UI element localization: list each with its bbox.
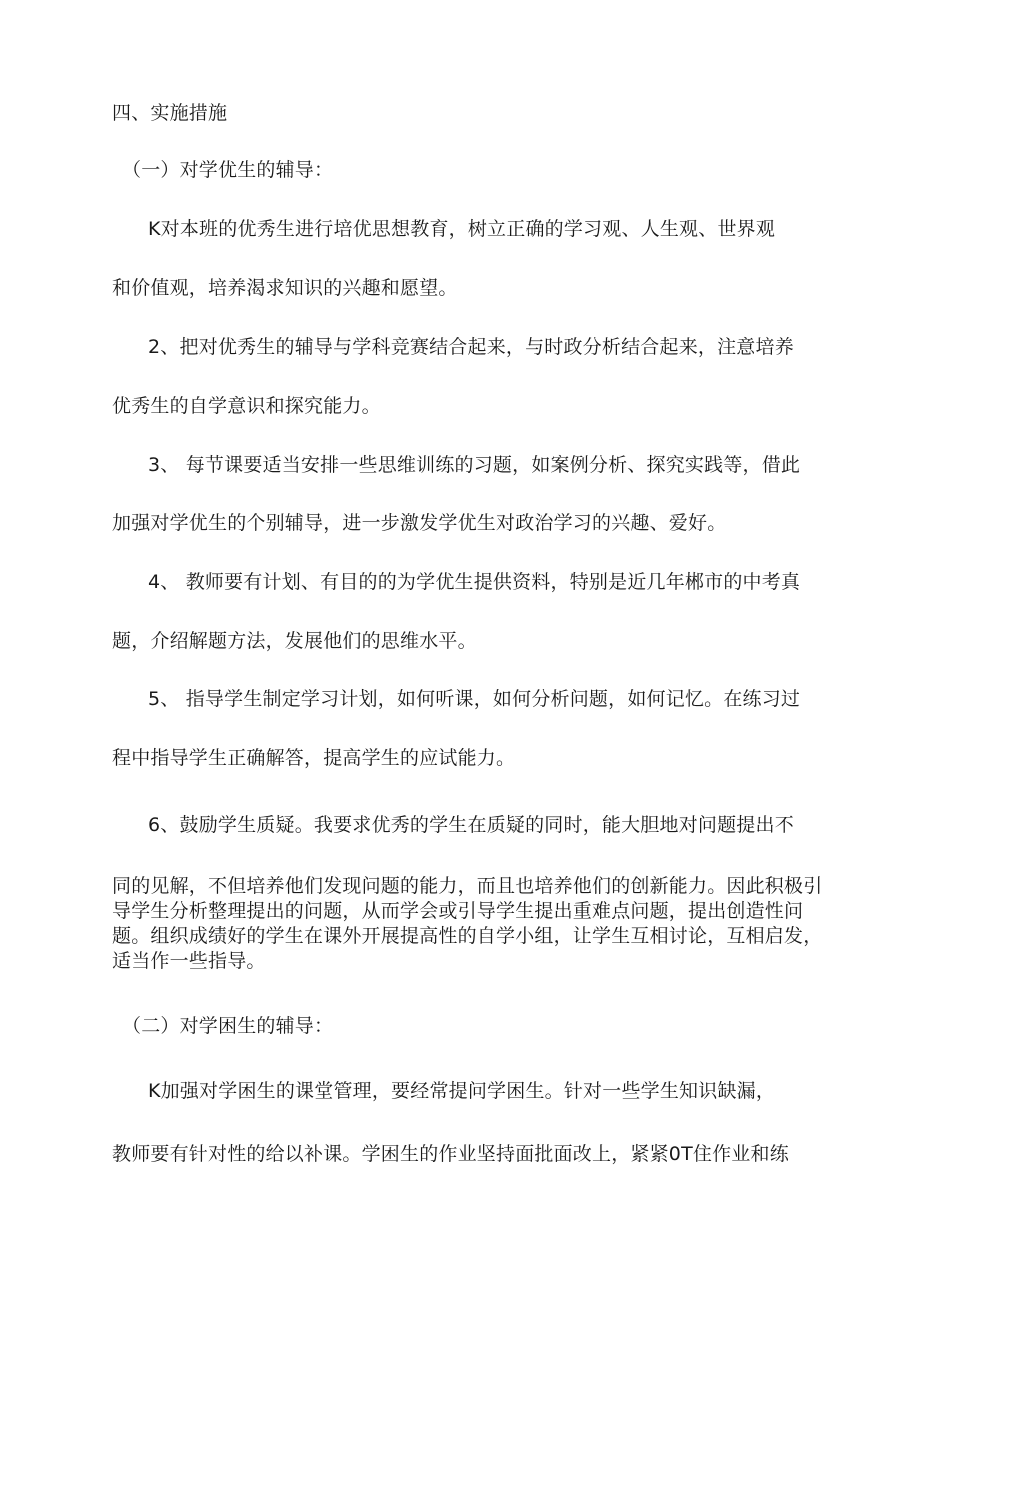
- paragraph-1-line-1: K对本班的优秀生进行培优思想教育，树立正确的学习观、人生观、世界观: [148, 218, 776, 240]
- section-heading: 四、实施措施: [112, 102, 228, 124]
- paragraph-1-line-2: 和价值观，培养渴求知识的兴趣和愿望。: [112, 277, 458, 299]
- paragraph-6-continuation: 同的见解，不但培养他们发现问题的能力，而且也培养他们的创新能力。因此积极引导学生分析整理提出的问题，从而学会或引导学生提出重难点问题，提出创造性问题。组织成绩好的学生在课外开展提高性的自学小组，让学生互相讨论，互相启发，适当作一些指导。: [112, 875, 823, 972]
- paragraph-3-line-2: 加强对学优生的个别辅导，进一步激发学优生对政治学习的兴趣、爱好。: [112, 512, 727, 534]
- paragraph-3-line-1: 3、 每节课要适当安排一些思维训练的习题，如案例分析、探究实践等，借此: [148, 454, 801, 476]
- subsection-title-top-students: （一）对学优生的辅导：: [122, 159, 334, 181]
- paragraph-5-line-1: 5、 指导学生制定学习计划，如何听课，如何分析问题，如何记忆。在练习过: [148, 688, 801, 710]
- paragraph-6-line-1: 6、鼓励学生质疑。我要求优秀的学生在质疑的同时，能大胆地对问题提出不: [148, 814, 794, 836]
- paragraph-4-line-1: 4、 教师要有计划、有目的的为学优生提供资料，特别是近几年郴市的中考真: [148, 571, 801, 593]
- paragraph-7-line-1: K加强对学困生的课堂管理，要经常提问学困生。针对一些学生知识缺漏，: [148, 1080, 776, 1102]
- paragraph-5-line-2: 程中指导学生正确解答，提高学生的应试能力。: [112, 747, 516, 769]
- paragraph-4-line-2: 题，介绍解题方法，发展他们的思维水平。: [112, 630, 477, 652]
- paragraph-2-line-1: 2、把对优秀生的辅导与学科竞赛结合起来，与时政分析结合起来，注意培养: [148, 336, 794, 358]
- subsection-title-struggling-students: （二）对学困生的辅导：: [122, 1015, 334, 1037]
- paragraph-7-line-2: 教师要有针对性的给以补课。学困生的作业坚持面批面改上，紧紧0T住作业和练: [112, 1143, 789, 1165]
- paragraph-2-line-2: 优秀生的自学意识和探究能力。: [112, 395, 381, 417]
